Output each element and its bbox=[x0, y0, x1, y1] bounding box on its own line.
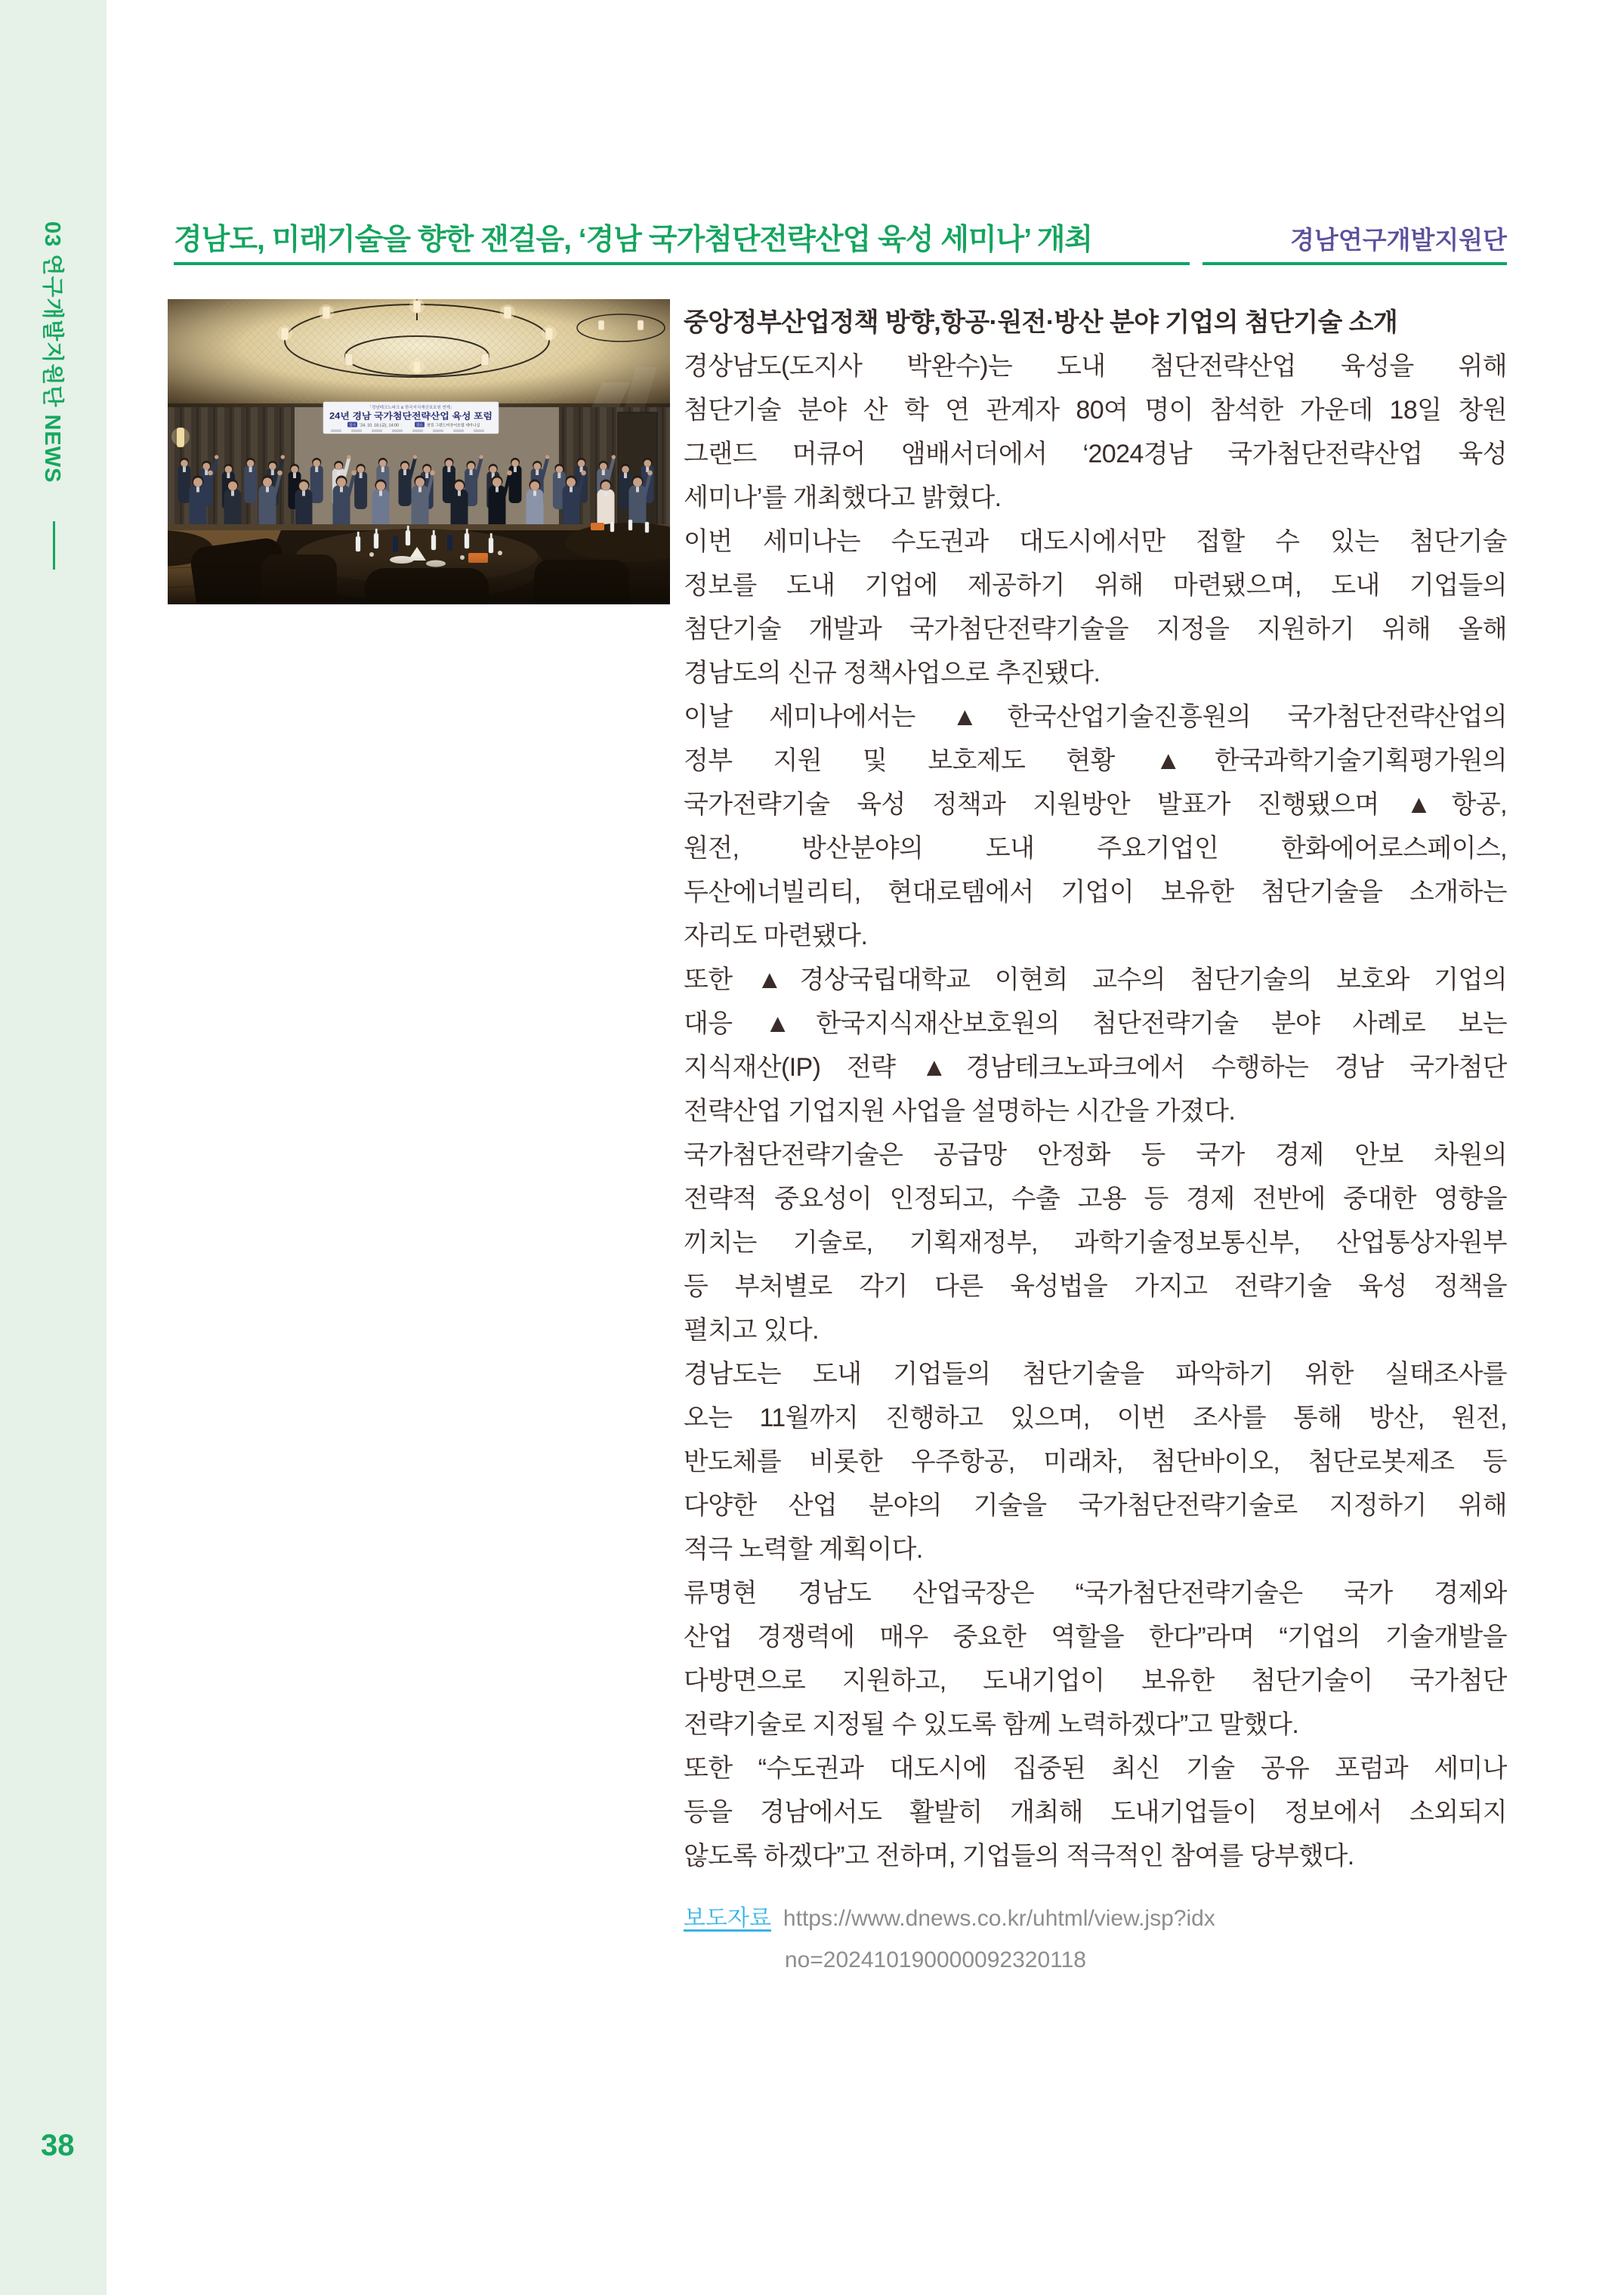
article-line: 정보를 도내 기업에 제공하기 위해 마련됐으며, 도내 기업들의 bbox=[684, 571, 1507, 600]
article-line: 첨단기술 개발과 국가첨단전략기술을 지정을 지원하기 위해 올해 bbox=[684, 615, 1507, 644]
article-line: 두산에너빌리티, 현대로템에서 기업이 보유한 첨단기술을 소개하는 bbox=[684, 878, 1507, 907]
article-line: 펼치고 있다. bbox=[684, 1316, 819, 1345]
page-number: 38 bbox=[41, 2129, 75, 2162]
article-lines bbox=[684, 344, 1507, 1878]
article-line: 류명현 경남도 산업국장은 “국가첨단전략기술은 국가 경제와 bbox=[684, 1579, 1507, 1608]
article-line: 또한 ▲경상국립대학교 이현희 교수의 첨단기술의 보호와 기업의 bbox=[684, 965, 1507, 994]
org-label: 경남연구개발지원단 bbox=[1290, 226, 1507, 254]
banner-date-badge: 일시 bbox=[349, 422, 356, 427]
article-line: 그랜드 머큐어 앰배서더에서 ‘2024경남 국가첨단전략산업 육성 bbox=[684, 440, 1507, 468]
article-line: 등을 경남에서도 활발히 개최해 도내기업들이 정보에서 소외되지 bbox=[684, 1798, 1507, 1827]
article-lead: 중앙정부산업정책 방향,항공·원전·방산 분야 기업의 첨단기술 소개 bbox=[684, 308, 1398, 337]
article-line: 전략산업 기업지원 사업을 설명하는 시간을 가졌다. bbox=[684, 1097, 1236, 1126]
article-line: 세미나’를 개최했다고 밝혔다. bbox=[684, 483, 1002, 512]
article-line: 국가전략기술 육성 정책과 지원방안 발표가 진행됐으며 ▲항공, bbox=[684, 790, 1507, 819]
sidebar bbox=[0, 0, 107, 2295]
banner-subtitle: 「경남테크노파크 & 한국지식재산보호원 연계」 bbox=[367, 406, 455, 410]
seminar-photo bbox=[168, 299, 670, 604]
article-line: 다양한 산업 분야의 기술을 국가첨단전략기술로 지정하기 위해 bbox=[684, 1491, 1507, 1520]
source-url-line2: no=202410190000092320118 bbox=[784, 1948, 1086, 1972]
article-line: 끼치는 기술로, 기획재정부, 과학기술정보통신부, 산업통상자원부 bbox=[684, 1228, 1507, 1257]
article-line: 경상남도(도지사 박완수)는 도내 첨단전략산업 육성을 위해 bbox=[684, 352, 1507, 381]
article-line: 또한 “수도권과 대도시에 집중된 최신 기술 공유 포럼과 세미나 bbox=[684, 1754, 1507, 1783]
article-line: 첨단기술 분야 산 학 연 관계자 80여 명이 참석한 가운데 18일 창원 bbox=[684, 396, 1507, 425]
banner-place: 창원 그랜드머큐어호텔 세미나실 bbox=[427, 423, 480, 428]
article-line: 전략기술로 지정될 수 있도록 함께 노력하겠다”고 말했다. bbox=[684, 1710, 1299, 1739]
banner-date: ’24. 10. 18.(금), 14:00 bbox=[360, 423, 399, 428]
sidebar-dash bbox=[53, 521, 55, 570]
seminar-photo-art bbox=[168, 299, 670, 604]
article-line: 않도록 하겠다”고 전하며, 기업들의 적극적인 참여를 당부했다. bbox=[684, 1842, 1354, 1870]
source-link[interactable]: 보도자료 bbox=[684, 1906, 771, 1931]
source-row bbox=[684, 1898, 1215, 1981]
article-line: 정부 지원 및 보호제도 현황 ▲한국과학기술기획평가원의 bbox=[684, 746, 1507, 775]
article-line: 이번 세미나는 수도권과 대도시에서만 접할 수 있는 첨단기술 bbox=[684, 527, 1507, 556]
article-line: 등 부처별로 각기 다른 육성법을 가지고 전략기술 육성 정책을 bbox=[684, 1272, 1507, 1301]
article-line: 대응 ▲한국지식재산보호원의 첨단전략기술 분야 사례로 보는 bbox=[684, 1009, 1507, 1038]
article-title: 경남도, 미래기술을 향한 잰걸음, ‘경남 국가첨단전략산업 육성 세미나’ 개최 bbox=[174, 224, 1093, 256]
article-body bbox=[684, 301, 1507, 1878]
article-line: 자리도 마련됐다. bbox=[684, 922, 868, 950]
article-header bbox=[174, 216, 1507, 258]
org-underline bbox=[1203, 262, 1507, 265]
article-line: 반도체를 비롯한 우주항공, 미래차, 첨단바이오, 첨단로봇제조 등 bbox=[684, 1447, 1507, 1476]
article-line: 산업 경쟁력에 매우 중요한 역할을 한다”라며 “기업의 기술개발을 bbox=[684, 1623, 1507, 1651]
sidebar-section-label: 03 연구개발지원단 NEWS bbox=[40, 221, 64, 483]
article-line: 적극 노력할 계획이다. bbox=[684, 1535, 923, 1564]
source-url-line1: https://www.dnews.co.kr/uhtml/view.jsp?idx bbox=[783, 1906, 1215, 1931]
photo-banner bbox=[323, 402, 499, 434]
source-url bbox=[783, 1898, 1215, 1981]
article-line: 오는 11월까지 진행하고 있으며, 이번 조사를 통해 방산, 원전, bbox=[684, 1404, 1507, 1432]
banner-place-badge: 장소 bbox=[416, 422, 423, 427]
article-line: 원전, 방산분야의 도내 주요기업인 한화에어로스페이스, bbox=[684, 834, 1507, 863]
article-line: 경남도의 신규 정책사업으로 추진됐다. bbox=[684, 659, 1101, 687]
banner-title: 24년 경남 국가첨단전략산업 육성 포럼 bbox=[329, 412, 475, 422]
article-line: 이날 세미나에서는 ▲한국산업기술진흥원의 국가첨단전략산업의 bbox=[684, 703, 1507, 731]
title-underline bbox=[174, 262, 1190, 265]
article-line: 지식재산(IP) 전략 ▲경남테크노파크에서 수행하는 경남 국가첨단 bbox=[684, 1053, 1507, 1082]
article-line: 국가첨단전략기술은 공급망 안정화 등 국가 경제 안보 차원의 bbox=[684, 1141, 1507, 1169]
article-line: 경남도는 도내 기업들의 첨단기술을 파악하기 위한 실태조사를 bbox=[684, 1360, 1507, 1388]
article-line: 전략적 중요성이 인정되고, 수출 고용 등 경제 전반에 중대한 영향을 bbox=[684, 1185, 1507, 1213]
article-line: 다방면으로 지원하고, 도내기업이 보유한 첨단기술이 국가첨단 bbox=[684, 1666, 1507, 1695]
